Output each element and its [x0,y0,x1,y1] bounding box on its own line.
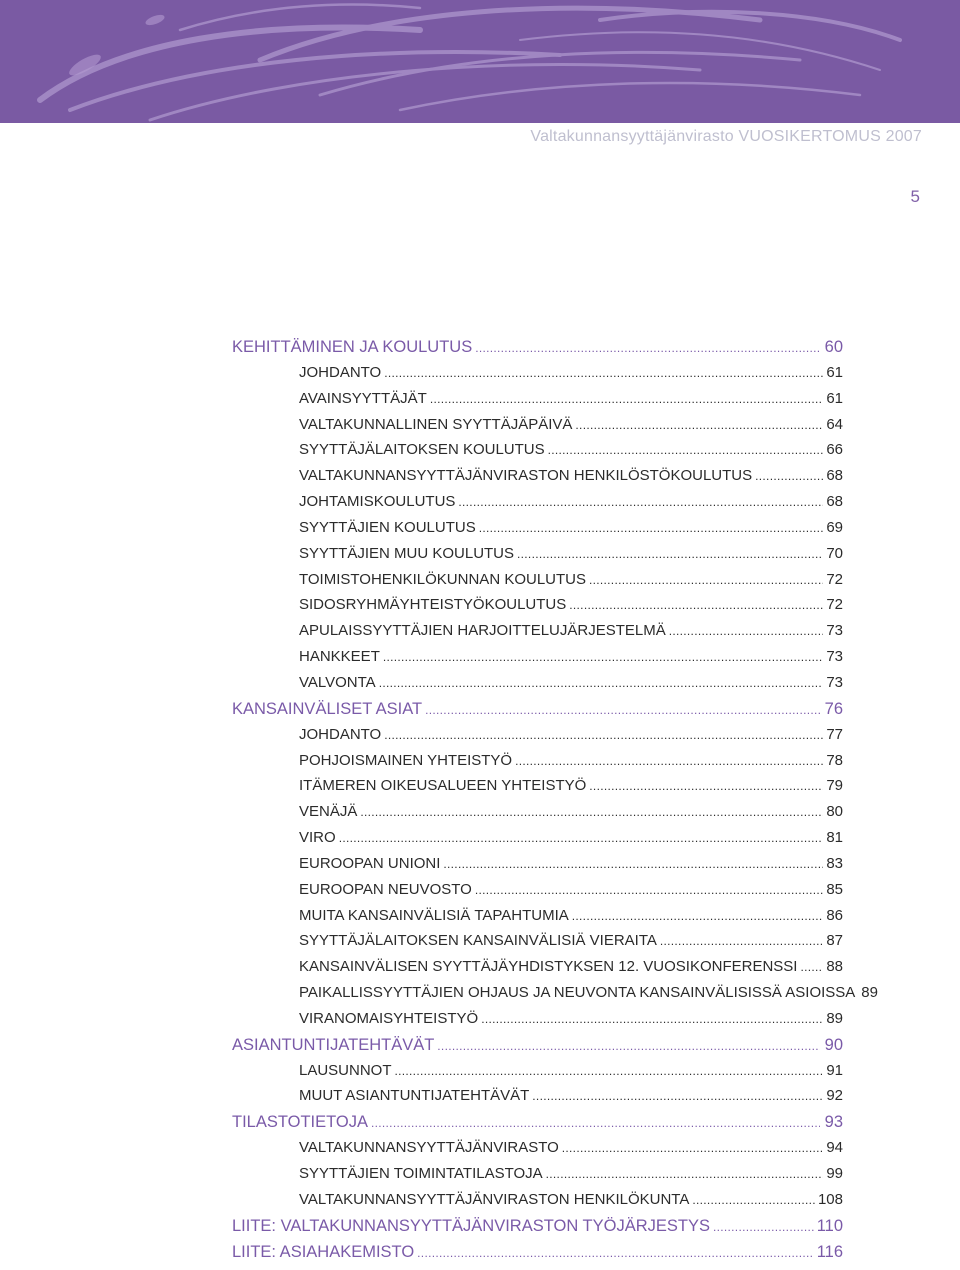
toc-entry-title: KANSAINVÄLISET ASIAT [232,699,423,718]
toc-entry-page: 89 [826,1009,843,1027]
toc-leader-dots [569,598,823,612]
toc-entry-title: VALTAKUNNANSYYTTÄJÄNVIRASTO [299,1139,559,1157]
toc-leader-dots [532,1089,823,1103]
toc-entry-page: 66 [826,441,843,459]
toc-entry[interactable] [232,441,843,467]
toc-leader-dots [546,1167,824,1181]
toc-entry-page: 60 [824,338,843,356]
toc-entry-title: MUUT ASIANTUNTIJATEHTÄVÄT [299,1087,530,1105]
toc-entry[interactable] [232,596,843,622]
toc-entry[interactable] [232,829,843,855]
toc-entry-title: KEHITTÄMINEN JA KOULUTUS [232,338,473,356]
toc-entry-title: TILASTOTIETOJA [232,1113,369,1132]
toc-entry-page: 80 [826,803,843,821]
toc-entry-title: SYYTTÄJIEN MUU KOULUTUS [299,544,515,562]
toc-entry-title: VIRO [299,829,336,847]
toc-entry[interactable] [232,803,843,829]
toc-entry-title: ASIANTUNTIJATEHTÄVÄT [232,1035,435,1054]
toc-entry[interactable] [232,777,843,803]
toc-entry-page: 89 [861,984,878,1002]
toc-entry[interactable] [232,390,843,416]
brush-stroke-decoration [0,0,960,123]
toc-entry-page: 88 [826,958,843,976]
toc-entry-title: APULAISSYYTTÄJIEN HARJOITTELUJÄRJESTELMÄ [299,622,666,640]
toc-leader-dots [458,495,823,509]
toc-entry[interactable] [232,958,843,984]
toc-section-entry[interactable] [232,1113,843,1139]
header-banner [0,0,960,123]
toc-entry-title: VENÄJÄ [299,803,358,821]
toc-entry-page: 91 [826,1061,843,1079]
toc-leader-dots [548,443,824,457]
toc-leader-dots [479,521,824,535]
toc-leader-dots [430,392,824,406]
toc-entry[interactable] [232,932,843,958]
toc-leader-dots [417,1246,814,1260]
toc-leader-dots [713,1220,814,1234]
toc-entry-title: SIDOSRYHMÄYHTEISTYÖKOULUTUS [299,596,567,614]
toc-entry-page: 76 [824,699,843,718]
toc-entry[interactable] [232,1010,843,1036]
toc-entry[interactable] [232,545,843,571]
toc-entry-title: JOHDANTO [299,363,382,381]
toc-entry[interactable] [232,855,843,881]
toc-leader-dots [669,624,824,638]
running-header: Valtakunnansyyttäjänvirasto VUOSIKERTOMUS 2007 [530,128,922,145]
toc-entry-page: 83 [826,854,843,872]
toc-entry[interactable] [232,881,843,907]
toc-leader-dots [515,754,823,768]
toc-entry[interactable] [232,519,843,545]
toc-leader-dots [384,366,823,380]
toc-entry-title: VIRANOMAISYHTEISTYÖ [299,1009,479,1027]
toc-entry[interactable] [232,1062,843,1088]
toc-section-entry[interactable] [232,700,843,726]
toc-section-entry[interactable] [232,1243,843,1269]
toc-leader-dots [339,831,824,845]
toc-entry-title: POHJOISMAINEN YHTEISTYÖ [299,751,513,769]
toc-entry[interactable] [232,984,878,1010]
toc-entry-title: SYYTTÄJIEN TOIMINTATILASTOJA [299,1165,543,1182]
toc-entry[interactable] [232,726,843,752]
toc-entry-page: 93 [824,1113,843,1132]
toc-entry-title: JOHTAMISKOULUTUS [299,493,456,511]
toc-leader-dots [371,1116,820,1130]
toc-leader-dots [395,1064,824,1078]
toc-leader-dots [383,650,823,664]
toc-leader-dots [475,883,824,897]
toc-entry-page: 73 [826,673,843,691]
toc-entry-title: MUITA KANSAINVÄLISIÄ TAPAHTUMIA [299,906,569,924]
toc-leader-dots [562,1141,824,1155]
toc-entry-title: VALTAKUNNALLINEN SYYTTÄJÄPÄIVÄ [299,415,573,433]
toc-entry[interactable] [232,674,843,700]
toc-leader-dots [755,469,823,483]
toc-leader-dots [660,934,823,948]
toc-entry-page: 68 [826,493,843,511]
toc-entry-page: 94 [826,1139,843,1157]
toc-entry-title: JOHDANTO [299,725,382,743]
toc-entry-page: 81 [826,829,843,847]
toc-leader-dots [800,960,823,974]
toc-entry-title: EUROOPAN NEUVOSTO [299,880,472,898]
toc-entry-page: 85 [826,880,843,898]
toc-entry-page: 79 [826,777,843,795]
toc-entry[interactable] [232,907,843,933]
toc-entry-page: 61 [826,363,843,381]
toc-leader-dots [384,728,823,742]
toc-entry-page: 108 [817,1190,843,1208]
toc-leader-dots [517,547,823,561]
toc-leader-dots [572,909,824,923]
toc-entry-page: 99 [826,1165,843,1182]
toc-entry-page: 110 [816,1216,843,1235]
toc-entry-page: 68 [826,467,843,485]
toc-entry-page: 90 [824,1035,843,1054]
toc-leader-dots [475,341,820,355]
toc-section-entry[interactable] [232,338,843,364]
toc-entry-title: VALVONTA [299,673,376,691]
toc-leader-dots [425,703,820,717]
toc-entry-title: EUROOPAN UNIONI [299,854,441,872]
toc-leader-dots [589,573,823,587]
toc-entry-title: TOIMISTOHENKILÖKUNNAN KOULUTUS [299,570,586,588]
toc-leader-dots [443,857,823,871]
toc-leader-dots [360,805,823,819]
toc-entry-page: 87 [826,932,843,950]
toc-entry-page: 73 [826,648,843,666]
toc-entry-title: KANSAINVÄLISEN SYYTTÄJÄYHDISTYKSEN 12. VUOSIKONFERENSSI [299,958,798,976]
toc-entry[interactable] [232,364,843,390]
toc-entry-title: AVAINSYYTTÄJÄT [299,389,427,407]
toc-entry[interactable] [232,752,843,778]
toc-entry-title: SYYTTÄJIEN KOULUTUS [299,518,476,536]
toc-entry-title: LIITE: ASIAHAKEMISTO [232,1242,415,1261]
toc-entry-page: 92 [826,1087,843,1105]
page-number: 5 [910,187,920,206]
toc-entry[interactable] [232,571,843,597]
toc-entry-page: 69 [826,518,843,536]
toc-entry-page: 86 [826,906,843,924]
toc-leader-dots [589,779,823,793]
toc-entry-page: 72 [826,596,843,614]
toc-entry-title: VALTAKUNNANSYYTTÄJÄNVIRASTON HENKILÖSTÖKOULUTUS [299,467,753,485]
toc-entry-page: 64 [826,415,843,433]
toc-entry-title: LAUSUNNOT [299,1061,392,1079]
toc-entry[interactable] [232,1165,843,1191]
toc-entry-title: VALTAKUNNANSYYTTÄJÄNVIRASTON HENKILÖKUNTA [299,1190,690,1208]
toc-entry-title: LIITE: VALTAKUNNANSYYTTÄJÄNVIRASTON TYÖJÄRJESTYS [232,1216,710,1235]
toc-leader-dots [481,1012,823,1026]
toc-entry-page: 78 [826,751,843,769]
toc-section-entry[interactable] [232,1217,843,1243]
toc-entry[interactable] [232,493,843,519]
toc-leader-dots [437,1039,820,1053]
toc-leader-dots [692,1193,815,1207]
toc-entry-title: HANKKEET [299,648,380,666]
toc-entry[interactable] [232,1191,843,1217]
toc-section-entry[interactable] [232,1036,843,1062]
toc-leader-dots [379,676,824,690]
toc-entry-title: SYYTTÄJÄLAITOKSEN KOULUTUS [299,441,545,459]
toc-entry[interactable] [232,1087,843,1113]
toc-entry[interactable] [232,1139,843,1165]
toc-entry-page: 70 [826,544,843,562]
toc-entry[interactable] [232,416,843,442]
toc-entry-page: 61 [826,389,843,407]
toc-entry-title: PAIKALLISSYYTTÄJIEN OHJAUS JA NEUVONTA KANSAINVÄLISISSÄ ASIOISSA [299,984,856,1002]
table-of-contents [232,338,878,1268]
toc-entry[interactable] [232,467,843,493]
toc-leader-dots [575,418,823,432]
toc-entry-title: ITÄMEREN OIKEUSALUEEN YHTEISTYÖ [299,777,587,795]
toc-entry-page: 116 [816,1242,843,1261]
toc-entry-page: 72 [826,570,843,588]
toc-entry[interactable] [232,648,843,674]
toc-entry-page: 77 [826,725,843,743]
toc-entry[interactable] [232,622,843,648]
toc-entry-title: SYYTTÄJÄLAITOKSEN KANSAINVÄLISIÄ VIERAITA [299,932,657,950]
toc-entry-page: 73 [826,622,843,640]
